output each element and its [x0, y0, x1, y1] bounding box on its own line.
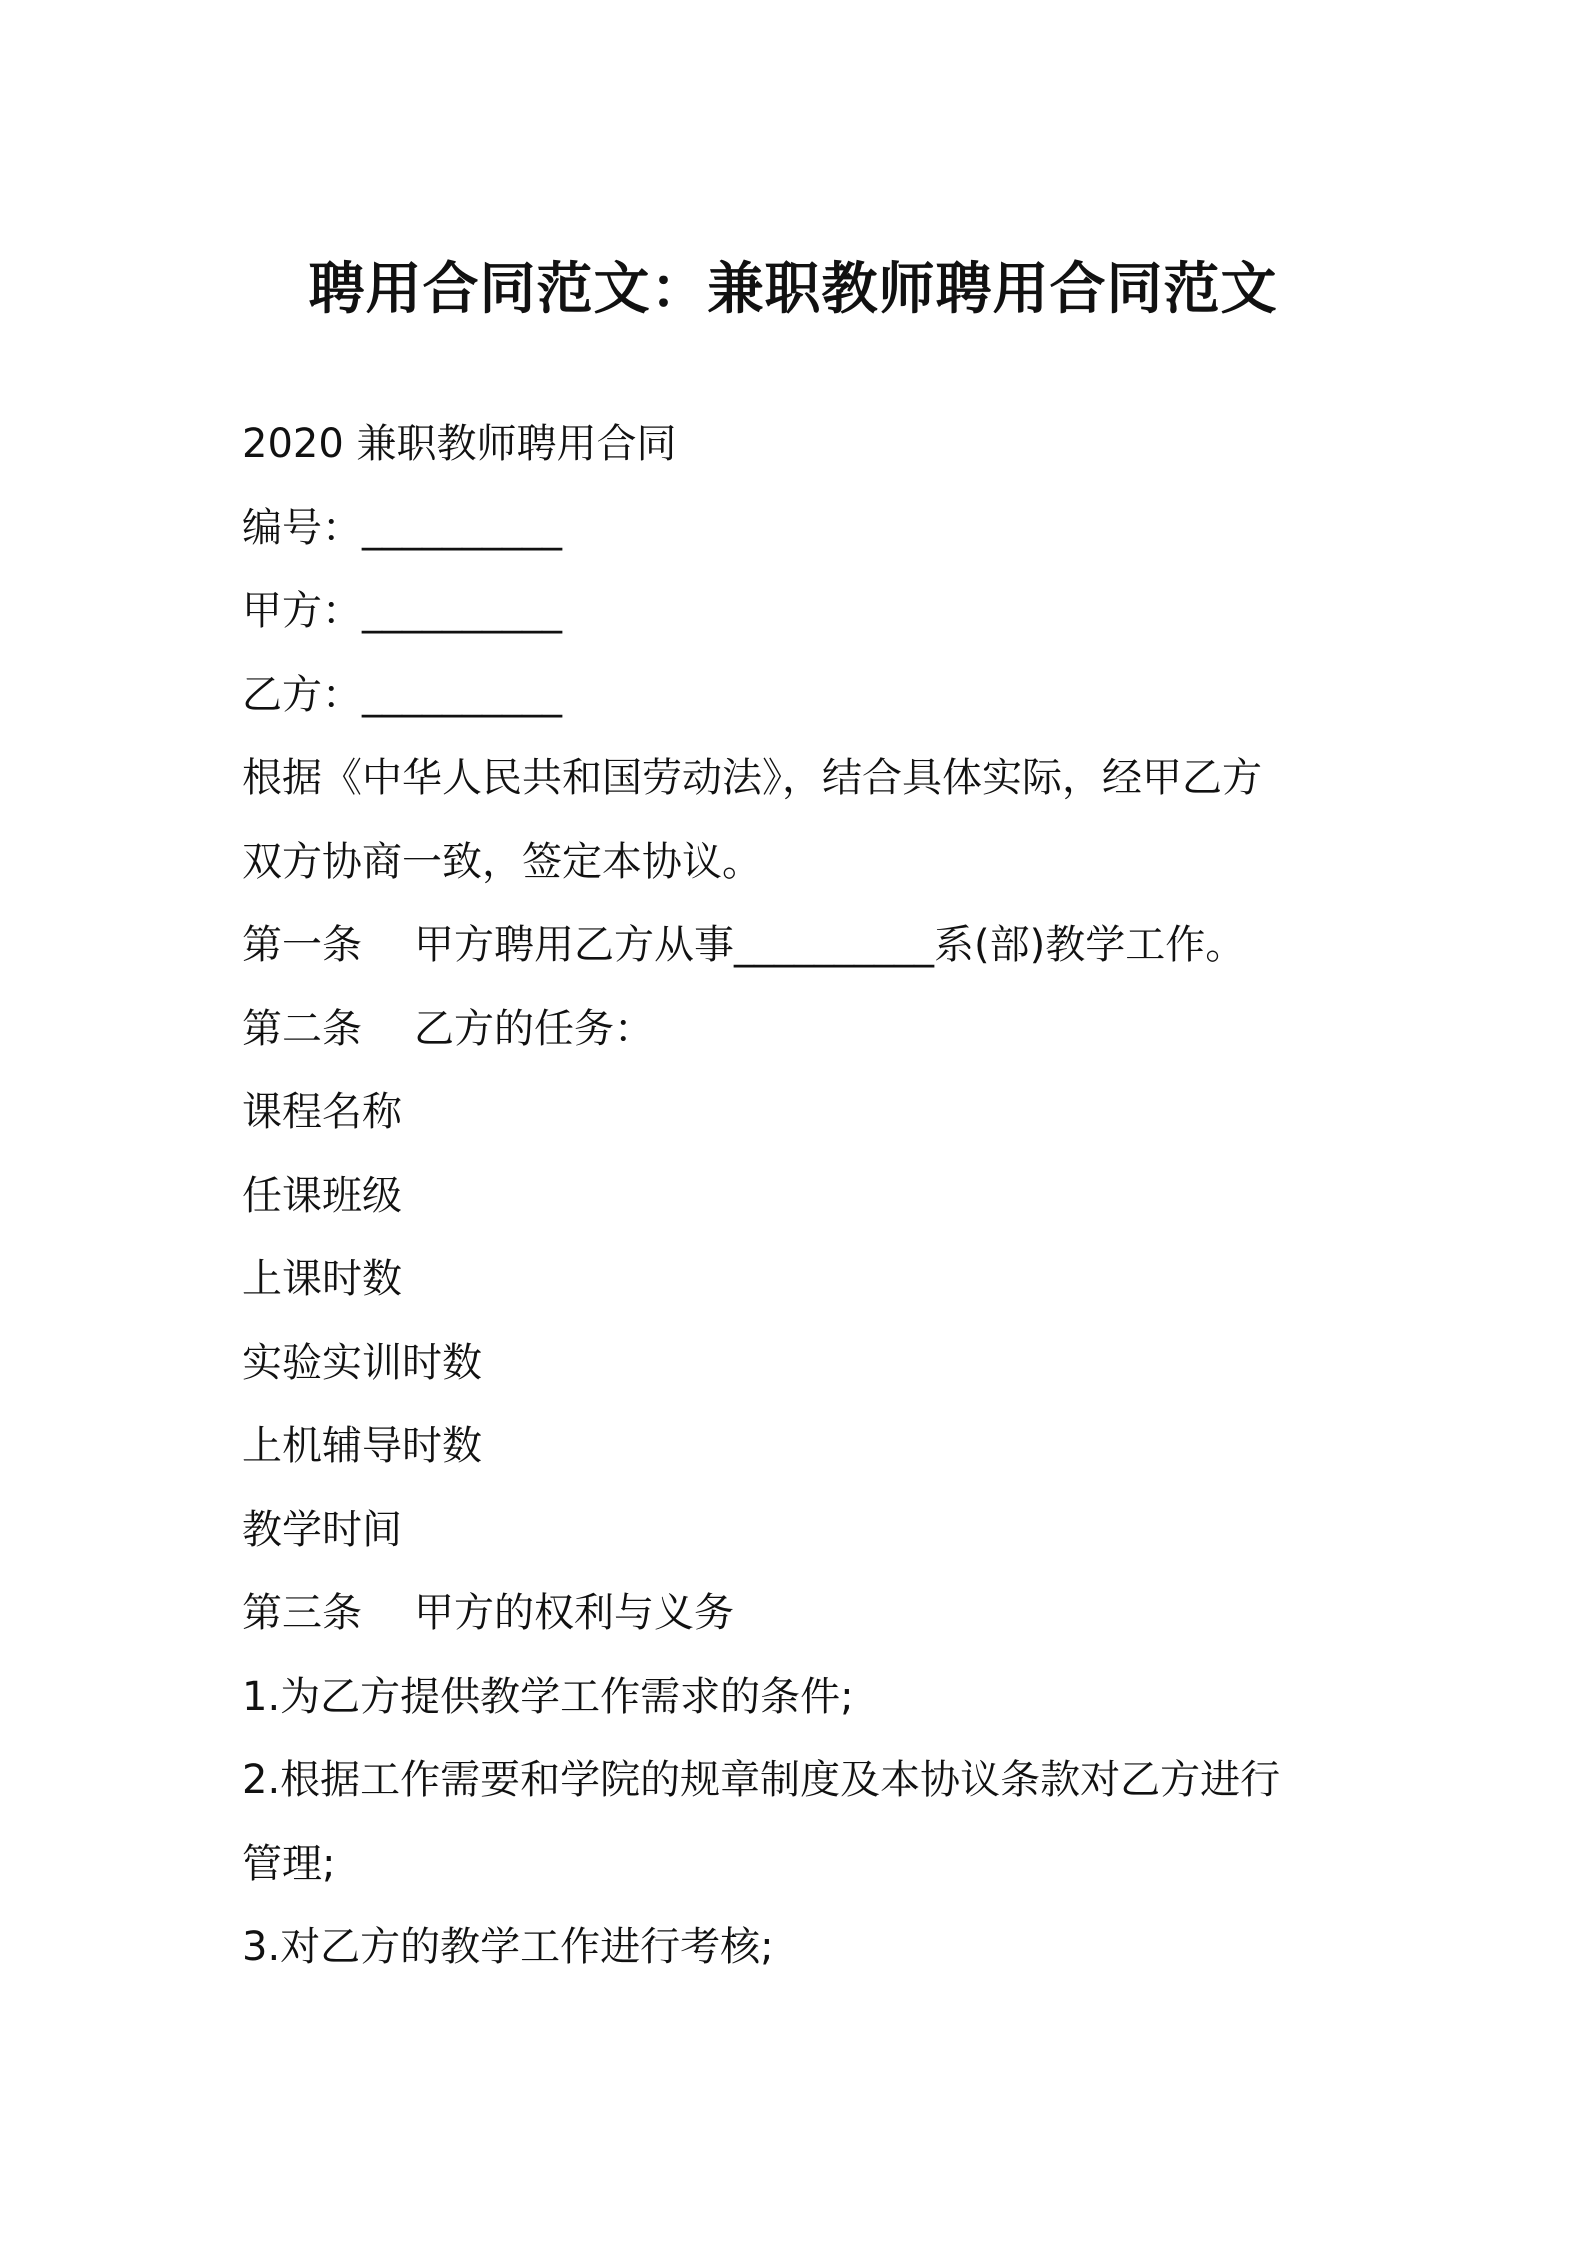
task-computer-hours: 上机辅导时数 [242, 1423, 482, 1469]
contract-number-line: 编号：__________ [242, 504, 562, 551]
party-a-duty-3: 3.对乙方的教学工作进行考核; [242, 1924, 774, 1970]
clause-1-number: 第一条 [242, 922, 362, 968]
party-a-duty-2-line-1: 2.根据工作需要和学院的规章制度及本协议条款对乙方进行 [242, 1757, 1281, 1803]
preamble-line-2: 双方协商一致，签定本协议。 [242, 838, 762, 885]
task-class-hours: 上课时数 [242, 1256, 402, 1302]
task-lab-hours: 实验实训时数 [242, 1339, 482, 1386]
clause-2 [242, 988, 1382, 1072]
party-a-duty-2-line-2: 管理; [242, 1840, 336, 1887]
clause-3-number: 第三条 [242, 1590, 362, 1636]
clause-1-text: 甲方聘用乙方从事__________系(部)教学工作。 [414, 922, 1246, 968]
task-teaching-time: 教学时间 [242, 1506, 402, 1553]
contract-heading: 2020 兼职教师聘用合同 [242, 421, 677, 467]
task-class: 任课班级 [242, 1172, 402, 1219]
party-a-line: 甲方：__________ [242, 588, 562, 634]
clause-2-text: 乙方的任务： [414, 1005, 654, 1052]
clause-3-text: 甲方的权利与义务 [414, 1590, 734, 1636]
party-a-duty-1: 1.为乙方提供教学工作需求的条件; [242, 1673, 854, 1720]
document-title: 聘用合同范文：兼职教师聘用合同范文 [308, 257, 1278, 322]
clause-2-number: 第二条 [242, 1005, 362, 1052]
document-body [242, 403, 1382, 1990]
party-b-line: 乙方：__________ [242, 671, 562, 718]
task-course-name: 课程名称 [242, 1089, 402, 1135]
clause-3 [242, 1572, 1382, 1656]
clause-1 [242, 904, 1382, 988]
preamble-line-1: 根据《中华人民共和国劳动法》，结合具体实际，经甲乙方 [242, 755, 1262, 801]
